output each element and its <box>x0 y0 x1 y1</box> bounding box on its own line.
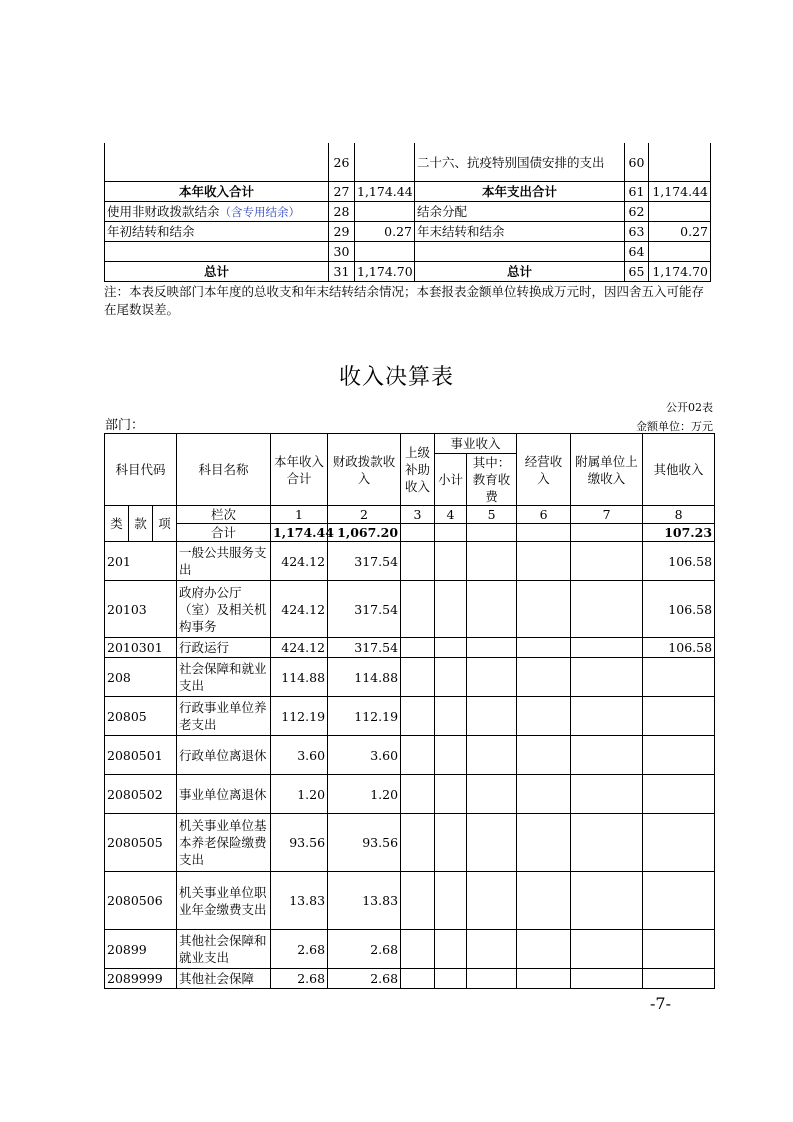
row-name: 机关事业单位基本养老保险缴费支出 <box>177 814 271 872</box>
row-code: 20899 <box>105 930 177 969</box>
summary-table <box>104 143 711 282</box>
empty-cell <box>571 697 643 736</box>
empty-cell <box>401 969 435 989</box>
empty-cell <box>571 658 643 697</box>
form-number: 公开02表 <box>666 401 713 414</box>
row-other: 106.58 <box>643 581 715 638</box>
left-line-no: 30 <box>329 242 355 262</box>
header-xiang: 项 <box>153 506 177 542</box>
right-line-no: 60 <box>625 143 649 182</box>
row-code: 2080502 <box>105 775 177 814</box>
header-name: 科目名称 <box>177 434 271 506</box>
row-other <box>643 969 715 989</box>
empty-cell <box>401 697 435 736</box>
row-name: 行政事业单位养老支出 <box>177 697 271 736</box>
empty-cell <box>435 581 467 638</box>
row-other <box>643 775 715 814</box>
row-fiscal: 2.68 <box>328 930 401 969</box>
income-table <box>104 433 715 989</box>
row-total: 13.83 <box>271 872 328 930</box>
header-subtotal: 小计 <box>435 454 467 506</box>
empty-cell <box>435 775 467 814</box>
empty-cell <box>435 969 467 989</box>
row-total: 1.20 <box>271 775 328 814</box>
left-amount <box>355 143 415 182</box>
row-fiscal: 317.54 <box>328 581 401 638</box>
row-fiscal: 112.19 <box>328 697 401 736</box>
left-amount <box>355 242 415 262</box>
right-amount: 1,174.44 <box>649 182 711 202</box>
row-fiscal: 317.54 <box>328 542 401 581</box>
left-amount: 1,174.70 <box>355 262 415 282</box>
right-amount <box>649 242 711 262</box>
header-edu-fee: 其中：教育收费 <box>467 454 517 506</box>
empty-cell <box>571 814 643 872</box>
page-title: 收入决算表 <box>338 365 454 390</box>
empty-cell <box>435 638 467 658</box>
table-row <box>105 969 715 989</box>
row-code: 20805 <box>105 697 177 736</box>
table-row <box>105 814 715 872</box>
empty-cell <box>571 969 643 989</box>
summary-row <box>105 143 711 182</box>
empty-cell <box>571 736 643 775</box>
table-row <box>105 930 715 969</box>
row-total: 114.88 <box>271 658 328 697</box>
col-number: 1 <box>271 506 328 524</box>
left-label <box>105 202 329 222</box>
row-fiscal: 114.88 <box>328 658 401 697</box>
sum-row-total: 1,174.44 <box>271 524 328 542</box>
right-label: 结余分配 <box>415 202 625 222</box>
right-amount: 1,174.70 <box>649 262 711 282</box>
empty-cell <box>517 697 571 736</box>
row-total: 424.12 <box>271 638 328 658</box>
empty-cell <box>517 658 571 697</box>
row-other <box>643 736 715 775</box>
empty-cell <box>435 658 467 697</box>
table-row <box>105 697 715 736</box>
row-name: 其他社会保障 <box>177 969 271 989</box>
row-name: 机关事业单位职业年金缴费支出 <box>177 872 271 930</box>
left-line-no: 29 <box>329 222 355 242</box>
empty-cell <box>467 697 517 736</box>
row-total: 424.12 <box>271 581 328 638</box>
empty-cell <box>517 638 571 658</box>
empty-cell <box>517 814 571 872</box>
summary-row <box>105 222 711 242</box>
header-lei: 类 <box>105 506 129 542</box>
left-label <box>105 143 329 182</box>
row-name: 行政单位离退休 <box>177 736 271 775</box>
row-total: 112.19 <box>271 697 328 736</box>
empty-cell <box>401 814 435 872</box>
table-row <box>105 736 715 775</box>
right-label: 二十六、抗疫特别国债安排的支出 <box>415 143 625 182</box>
col-number: 2 <box>328 506 401 524</box>
row-code: 2080505 <box>105 814 177 872</box>
row-fiscal: 2.68 <box>328 969 401 989</box>
empty-cell <box>435 872 467 930</box>
empty-cell <box>435 930 467 969</box>
empty-cell <box>435 814 467 872</box>
empty-cell <box>571 542 643 581</box>
right-line-no: 64 <box>625 242 649 262</box>
sum-row-label: 合计 <box>177 524 271 542</box>
sum-row-fiscal: 1,067.20 <box>328 524 401 542</box>
row-fiscal: 3.60 <box>328 736 401 775</box>
row-name: 社会保障和就业支出 <box>177 658 271 697</box>
left-line-no: 31 <box>329 262 355 282</box>
header-fiscal: 财政拨款收入 <box>328 434 401 506</box>
header-other: 其他收入 <box>643 434 715 506</box>
row-other <box>643 872 715 930</box>
empty-cell <box>517 775 571 814</box>
row-name: 其他社会保障和就业支出 <box>177 930 271 969</box>
left-label <box>105 242 329 262</box>
empty-cell <box>401 872 435 930</box>
table-row <box>105 638 715 658</box>
empty-cell <box>401 736 435 775</box>
header-affiliated: 附属单位上缴收入 <box>571 434 643 506</box>
row-total: 424.12 <box>271 542 328 581</box>
right-label: 本年支出合计 <box>415 182 625 202</box>
empty-cell <box>467 872 517 930</box>
empty-cell <box>467 930 517 969</box>
empty-cell <box>467 736 517 775</box>
left-line-no: 26 <box>329 143 355 182</box>
col-number: 8 <box>643 506 715 524</box>
row-fiscal: 93.56 <box>328 814 401 872</box>
empty-cell <box>435 542 467 581</box>
row-fiscal: 13.83 <box>328 872 401 930</box>
summary-row <box>105 262 711 282</box>
empty-cell <box>401 930 435 969</box>
row-total: 3.60 <box>271 736 328 775</box>
right-amount <box>649 202 711 222</box>
empty-cell <box>517 736 571 775</box>
right-amount: 0.27 <box>649 222 711 242</box>
row-code: 2080501 <box>105 736 177 775</box>
left-amount: 1,174.44 <box>355 182 415 202</box>
empty-cell <box>401 581 435 638</box>
right-line-no: 61 <box>625 182 649 202</box>
row-code: 201 <box>105 542 177 581</box>
header-operating: 经营收入 <box>517 434 571 506</box>
row-fiscal: 317.54 <box>328 638 401 658</box>
row-name: 行政运行 <box>177 638 271 658</box>
col-number: 5 <box>467 506 517 524</box>
header-kuan: 款 <box>129 506 153 542</box>
empty-cell <box>401 638 435 658</box>
summary-row <box>105 202 711 222</box>
row-other <box>643 930 715 969</box>
empty-cell <box>467 969 517 989</box>
unit-label: 金额单位：万元 <box>636 420 713 433</box>
row-code: 2010301 <box>105 638 177 658</box>
empty-cell <box>571 638 643 658</box>
empty-cell <box>571 930 643 969</box>
left-label: 本年收入合计 <box>105 182 329 202</box>
page-number: -7- <box>650 994 671 1013</box>
row-fiscal: 1.20 <box>328 775 401 814</box>
right-label <box>415 242 625 262</box>
summary-row <box>105 182 711 202</box>
left-amount <box>355 202 415 222</box>
row-code: 208 <box>105 658 177 697</box>
left-label-note: （含专用结余） <box>219 204 301 219</box>
row-other <box>643 814 715 872</box>
table-note: 注：本表反映部门本年度的总收支和年末结转结余情况；本套报表金额单位转换成万元时，因四舍五入可能存在尾数误差。 <box>104 284 705 317</box>
empty-cell <box>401 658 435 697</box>
row-other <box>643 697 715 736</box>
header-superior: 上级补助收入 <box>401 434 435 506</box>
row-name: 政府办公厅（室）及相关机构事务 <box>177 581 271 638</box>
table-row <box>105 872 715 930</box>
empty-cell <box>517 542 571 581</box>
empty-cell <box>517 969 571 989</box>
row-code: 2089999 <box>105 969 177 989</box>
col-number: 7 <box>571 506 643 524</box>
empty-cell <box>571 872 643 930</box>
row-total: 2.68 <box>271 969 328 989</box>
row-total: 93.56 <box>271 814 328 872</box>
sum-row-other: 107.23 <box>643 524 715 542</box>
empty-cell <box>467 775 517 814</box>
header-col-label: 栏次 <box>177 506 271 524</box>
left-label: 年初结转和结余 <box>105 222 329 242</box>
empty-cell <box>571 775 643 814</box>
left-label-text: 使用非财政拨款结余 <box>107 203 220 219</box>
empty-cell <box>435 736 467 775</box>
empty-cell <box>571 581 643 638</box>
empty-cell <box>467 542 517 581</box>
table-row <box>105 542 715 581</box>
col-number: 6 <box>517 506 571 524</box>
empty-cell <box>401 542 435 581</box>
department-label: 部门： <box>105 418 145 433</box>
table-row <box>105 658 715 697</box>
col-number: 4 <box>435 506 467 524</box>
row-total: 2.68 <box>271 930 328 969</box>
empty-cell <box>467 638 517 658</box>
empty-cell <box>467 658 517 697</box>
table-row <box>105 775 715 814</box>
row-other: 106.58 <box>643 638 715 658</box>
row-code: 2080506 <box>105 872 177 930</box>
right-line-no: 62 <box>625 202 649 222</box>
summary-row <box>105 242 711 262</box>
left-amount: 0.27 <box>355 222 415 242</box>
left-label: 总计 <box>105 262 329 282</box>
right-line-no: 63 <box>625 222 649 242</box>
empty-cell <box>467 814 517 872</box>
row-name: 事业单位离退休 <box>177 775 271 814</box>
right-amount <box>649 143 711 182</box>
header-business: 事业收入 <box>435 434 517 454</box>
row-other <box>643 658 715 697</box>
empty-cell <box>467 581 517 638</box>
col-number: 3 <box>401 506 435 524</box>
row-code: 20103 <box>105 581 177 638</box>
header-code: 科目代码 <box>105 434 177 506</box>
right-label: 年末结转和结余 <box>415 222 625 242</box>
row-other: 106.58 <box>643 542 715 581</box>
empty-cell <box>517 930 571 969</box>
left-line-no: 28 <box>329 202 355 222</box>
empty-cell <box>435 697 467 736</box>
table-row <box>105 581 715 638</box>
empty-cell <box>517 872 571 930</box>
empty-cell <box>401 775 435 814</box>
left-line-no: 27 <box>329 182 355 202</box>
right-line-no: 65 <box>625 262 649 282</box>
header-total: 本年收入合计 <box>271 434 328 506</box>
row-name: 一般公共服务支出 <box>177 542 271 581</box>
empty-cell <box>517 581 571 638</box>
right-label: 总计 <box>415 262 625 282</box>
